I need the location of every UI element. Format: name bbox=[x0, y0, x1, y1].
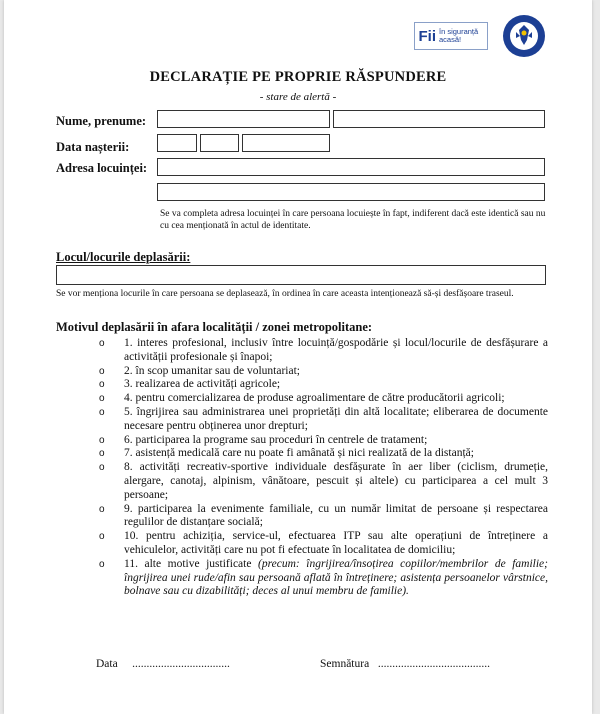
reason-option-3[interactable]: o 3. realizarea de activități agricole; bbox=[112, 378, 548, 392]
logo-fii-tagline: în siguranță acasă! bbox=[439, 27, 479, 44]
birth-day-field[interactable] bbox=[157, 134, 197, 152]
reason-11-examples: (precum: îngrijirea/însoțirea copiilor/membrilor de familie; îngrijirea unei rude/afin sau persoană aflată în întreținere; asistența persoanelor vârstnice, bolnave sau cu dizabilități; deces al unui membru de familie). bbox=[124, 557, 548, 598]
reason-option-8[interactable]: o 8. activități recreativ-sportive individuale desfășurate în aer liber (ciclism, drumeție, alergare, canotaj, alpinism, vânătoare, pescuit și altele) cu participarea a cel mult 3 persoane; bbox=[112, 461, 548, 502]
places-field[interactable] bbox=[56, 265, 546, 285]
signature-line bbox=[320, 658, 490, 670]
reason-option-4[interactable]: o 4. pentru comercializarea de produse agroalimentare de către producătorii agricoli; bbox=[112, 392, 548, 406]
reasons-list bbox=[112, 337, 548, 599]
declaration-page bbox=[4, 0, 592, 714]
reasons-title: Motivul deplasării în afara localității / zonei metropolitane: bbox=[56, 320, 373, 334]
date-line bbox=[96, 658, 230, 670]
address-field-line-2[interactable] bbox=[157, 183, 545, 201]
address-field-line-1[interactable] bbox=[157, 158, 545, 176]
date-field[interactable]: .................................. bbox=[132, 658, 230, 670]
reason-option-1[interactable]: o 1. interes profesional, inclusiv între locuință/gospodărie și locul/locurile de desfășurare a activității profesionale și înapoi; bbox=[112, 337, 548, 365]
header-logos bbox=[414, 14, 547, 58]
first-name-field[interactable] bbox=[333, 110, 545, 128]
birth-date-label: Data nașterii: bbox=[56, 140, 130, 154]
signature-label: Semnătura bbox=[320, 658, 370, 670]
address-note: Se va completa adresa locuinței în care persoana locuiește în fapt, indiferent dacă este identică sau nu cu cea menționată în actul de identitate. bbox=[160, 209, 546, 231]
reason-11-text: 11. alte motive justificate bbox=[124, 557, 258, 570]
birth-year-field[interactable] bbox=[242, 134, 330, 152]
signature-field[interactable]: ....................................... bbox=[377, 658, 490, 670]
reason-option-9[interactable]: o 9. participarea la evenimente familiale, cu un număr limitat de persoane și respectarea regulilor de distanțare socială; bbox=[112, 503, 548, 531]
reason-option-6[interactable]: o 6. participarea la programe sau proceduri în centrele de tratament; bbox=[112, 434, 548, 448]
reason-option-11[interactable] bbox=[112, 558, 548, 599]
reason-option-2[interactable]: o 2. în scop umanitar sau de voluntariat; bbox=[112, 365, 548, 379]
reason-option-10[interactable]: o 10. pentru achiziția, service-ul, efectuarea ITP sau alte operațiuni de întreținere a vehiculelor, activități care nu pot fi efectuate în localitatea de domiciliu; bbox=[112, 530, 548, 558]
logo-fii-text: Fii bbox=[418, 27, 436, 45]
birth-month-field[interactable] bbox=[200, 134, 239, 152]
document-title: DECLARAȚIE PE PROPRIE RĂSPUNDERE bbox=[149, 69, 447, 85]
date-label: Data bbox=[96, 658, 118, 670]
fii-in-siguranta-logo bbox=[414, 22, 489, 50]
name-label: Nume, prenume: bbox=[56, 114, 147, 128]
document-subtitle: - stare de alertă - bbox=[259, 91, 337, 103]
places-label: Locul/locurile deplasării: bbox=[56, 250, 191, 264]
reason-option-7[interactable]: o 7. asistență medicală care nu poate fi amânată și nici realizată de la distanță; bbox=[112, 447, 548, 461]
places-note: Se vor menționa locurile în care persoana se deplasează, în ordinea în care aceasta intenționează să-și desfășoare traseul. bbox=[56, 289, 514, 299]
reason-option-5[interactable]: o 5. îngrijirea sau administrarea unei proprietăți din altă localitate; eliberarea de documente necesare pentru obținerea unor drepturi; bbox=[112, 406, 548, 434]
guvernul-romaniei-seal-icon bbox=[502, 14, 546, 58]
last-name-field[interactable] bbox=[157, 110, 330, 128]
address-label: Adresa locuinței: bbox=[56, 161, 148, 175]
